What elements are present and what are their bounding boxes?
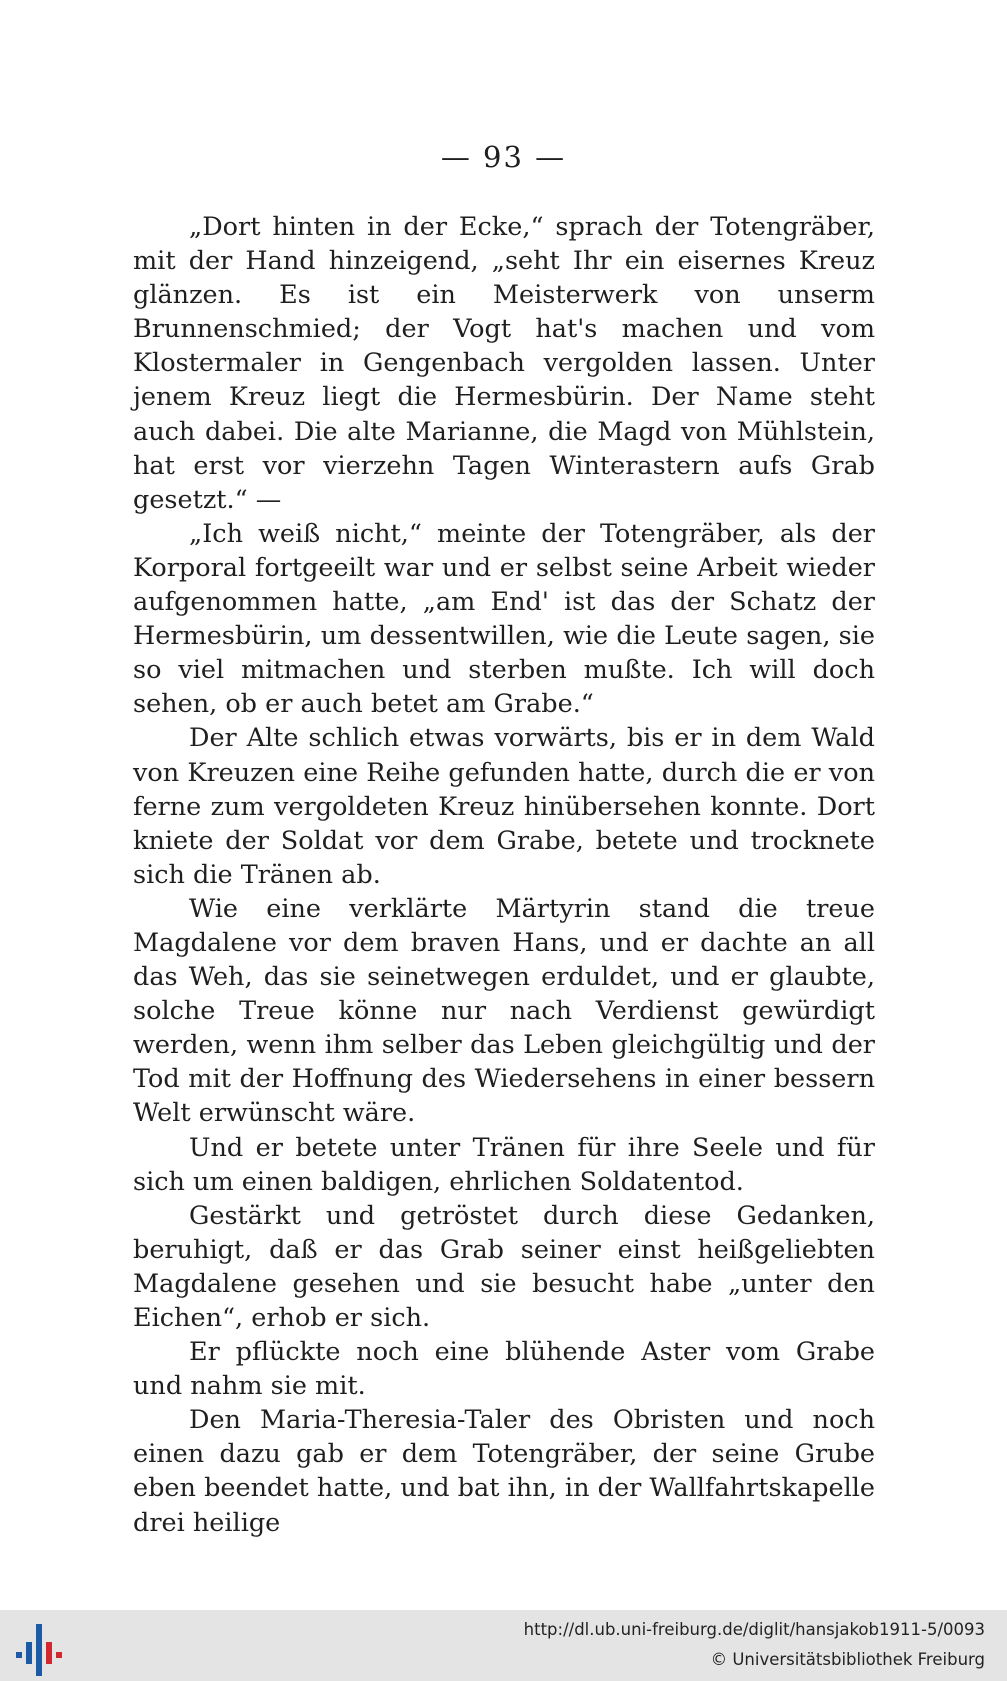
paragraph: Den Maria-Theresia-Taler des Obristen und noch einen dazu gab er dem Totengräber, der seine Grube eben beendet hatte, und bat ihn, in der Wallfahrtskapelle drei heilige (133, 1405, 875, 1538)
paragraph: Und er betete unter Tränen für ihre Seele und für sich um einen baldigen, ehrlichen Soldatentod. (133, 1132, 875, 1197)
paragraph: Gestärkt und getröstet durch diese Gedanken, beruhigt, daß er das Grab seiner einst heißgeliebten Magdalene gesehen und sie besucht habe „unter den Eichen“, erhob er sich. (133, 1200, 875, 1333)
paragraph: Er pflückte noch eine blühende Aster vom Grabe und nahm sie mit. (133, 1337, 875, 1402)
paragraph: „Dort hinten in der Ecke,“ sprach der Totengräber, mit der Hand hinzeigend, „seht Ihr ein eisernes Kreuz glänzen. Es ist ein Meisterwerk von unserm Brunnenschmied; der Vogt hat's machen und vom Klostermaler in Gengenbach vergolden lassen. Unter jenem Kreuz liegt die Hermesbürin. Der Name steht auch dabei. Die alte Marianne, die Magd von Mühlstein, hat erst vor vierzehn Tagen Winterastern aufs Grab gesetzt.“ — (133, 212, 875, 515)
paragraph: Der Alte schlich etwas vorwärts, bis er in dem Wald von Kreuzen eine Reihe gefunden hatte, durch die er von ferne zum vergoldeten Kreuz hinübersehen konnte. Dort kniete der Soldat vor dem Grabe, betete und trocknete sich die Tränen ab. (133, 723, 875, 890)
footer-bar (0, 1610, 1007, 1681)
copyright-notice: © Universitätsbibliothek Freiburg (710, 1650, 985, 1669)
ub-freiburg-logo-icon[interactable] (12, 1624, 64, 1676)
paragraph: „Ich weiß nicht,“ meinte der Totengräber, als der Korporal fortgeeilt war und er selbst seine Arbeit wieder aufgenommen hatte, „am End' ist das der Schatz der Hermesbürin, um dessentwillen, wie die Leute sagen, sie so viel mitmachen und sterben mußte. Ich will doch sehen, ob er auch betet am Grabe.“ (133, 518, 875, 720)
permalink-url[interactable]: http://dl.ub.uni-freiburg.de/diglit/hansjakob1911-5/0093 (523, 1620, 985, 1639)
page-number: — 93 — (440, 140, 567, 174)
body-text (133, 210, 875, 1540)
paragraph: Wie eine verklärte Märtyrin stand die treue Magdalene vor dem braven Hans, und er dachte an all das Weh, das sie seinetwegen erduldet, und er glaubte, solche Treue könne nur nach Verdienst gewürdigt werden, wenn ihm selber das Leben gleichgültig und der Tod mit der Hoffnung des Wiedersehens in einer bessern Welt erwünscht wäre. (133, 893, 875, 1129)
